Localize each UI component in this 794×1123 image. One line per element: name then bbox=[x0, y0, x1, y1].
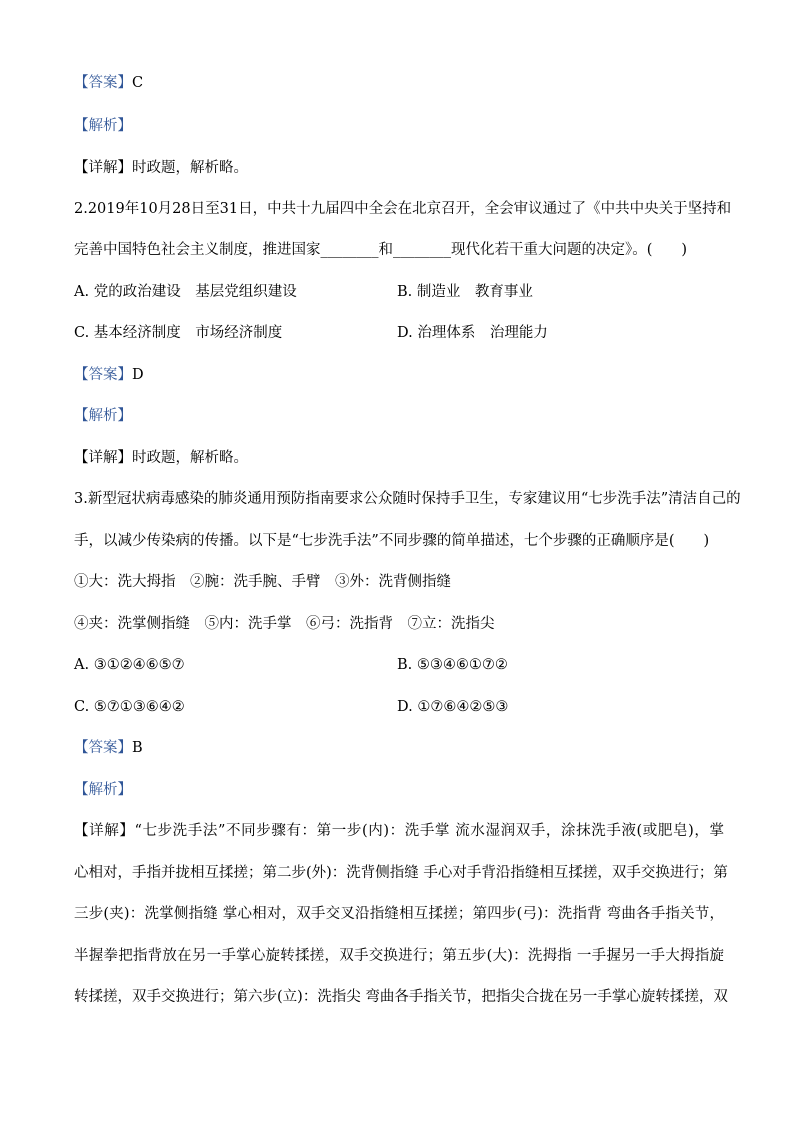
q3-stem-line-2: 手，以减少传染病的传播。以下是“七步洗手法”不同步骤的简单描述，七个步骤的正确顺序是( ) bbox=[74, 533, 710, 549]
q2-option-c: C. 基本经济制度 市场经济制度 bbox=[74, 325, 283, 341]
answer-value: D bbox=[132, 367, 144, 383]
detail-text: “七步洗手法”不同步骤有：第一步(内)：洗手掌 流水湿润双手，涂抹洗手液(或肥皂)，掌 bbox=[134, 823, 725, 839]
q1-analysis-tag bbox=[74, 116, 132, 136]
q3-stem-line-1: 3.新型冠状病毒感染的肺炎通用预防指南要求公众随时保持手卫生，专家建议用“七步洗手法”清洁自己的 bbox=[74, 491, 741, 507]
answer-tag: 【答案】 bbox=[74, 367, 132, 383]
answer-value: B bbox=[132, 740, 143, 756]
q2-option-d: D. 治理体系 治理能力 bbox=[397, 325, 548, 341]
q3-answer-line bbox=[74, 738, 143, 758]
analysis-tag: 【解析】 bbox=[74, 782, 132, 798]
q1-detail-line bbox=[74, 158, 248, 178]
q3-steps-line-2: ④夹：洗掌侧指缝 ⑤内：洗手掌 ⑥弓：洗指背 ⑦立：洗指尖 bbox=[74, 616, 495, 632]
detail-tag: 【详解】 bbox=[74, 450, 132, 466]
answer-tag: 【答案】 bbox=[74, 740, 132, 756]
q3-detail-line-1 bbox=[74, 821, 724, 841]
q2-stem-line-1: 2.2019年10月28日至31日，中共十九届四中全会在北京召开，全会审议通过了《中共中央关于坚持和 bbox=[74, 201, 732, 217]
q3-option-a: A. ③①②④⑥⑤⑦ bbox=[74, 657, 185, 673]
q2-stem-line-2: 完善中国特色社会主义制度，推进国家________和________现代化若干重大问题的决定》。( ) bbox=[74, 242, 688, 258]
analysis-tag: 【解析】 bbox=[74, 118, 132, 134]
q3-detail-line-2: 心相对，手指并拢相互揉搓；第二步(外)：洗背侧指缝 手心对手背沿指缝相互揉搓，双手交换进行；第 bbox=[74, 865, 728, 881]
analysis-tag: 【解析】 bbox=[74, 408, 132, 424]
q3-detail-line-3: 三步(夹)：洗掌侧指缝 掌心相对，双手交叉沿指缝相互揉搓；第四步(弓)：洗指背 弯曲各手指关节， bbox=[74, 906, 724, 922]
detail-text: 时政题，解析略。 bbox=[132, 450, 248, 466]
q2-analysis-tag bbox=[74, 406, 132, 426]
q3-option-b: B. ⑤③④⑥①⑦② bbox=[397, 657, 508, 673]
q2-option-a: A. 党的政治建设 基层党组织建设 bbox=[74, 284, 297, 300]
q2-option-b: B. 制造业 教育事业 bbox=[397, 284, 533, 300]
detail-tag: 【详解】 bbox=[74, 160, 132, 176]
q2-answer-line bbox=[74, 365, 144, 385]
detail-text: 时政题，解析略。 bbox=[132, 160, 248, 176]
q3-steps-line-1: ①大：洗大拇指 ②腕：洗手腕、手臂 ③外：洗背侧指缝 bbox=[74, 574, 451, 590]
q3-option-d: D. ①⑦⑥④②⑤③ bbox=[397, 699, 509, 715]
answer-tag: 【答案】 bbox=[74, 75, 132, 91]
answer-value: C bbox=[132, 75, 144, 91]
q3-detail-line-4: 半握拳把指背放在另一手掌心旋转揉搓，双手交换进行；第五步(大)：洗拇指 一手握另一手大拇指旋 bbox=[74, 948, 724, 964]
q3-analysis-tag bbox=[74, 780, 132, 800]
q1-answer-line bbox=[74, 73, 143, 93]
q3-option-c: C. ⑤⑦①③⑥④② bbox=[74, 699, 185, 715]
q3-detail-line-5: 转揉搓，双手交换进行；第六步(立)：洗指尖 弯曲各手指关节，把指尖合拢在另一手掌心旋转揉搓，双 bbox=[74, 989, 728, 1005]
q2-detail-line bbox=[74, 448, 248, 468]
detail-tag: 【详解】 bbox=[74, 823, 135, 839]
